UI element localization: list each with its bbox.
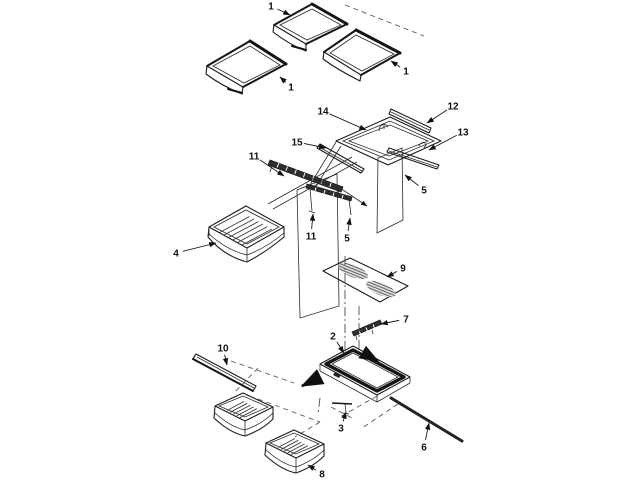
part-label-1-1: 1	[288, 82, 294, 94]
part-label-4-9: 4	[173, 248, 179, 260]
part-label-3-16: 3	[338, 423, 344, 435]
part-label-7-13: 7	[403, 314, 409, 326]
part-label-8-18: 8	[319, 469, 325, 480]
part-label-1-2: 1	[403, 66, 409, 78]
part-label-11-7: 11	[248, 151, 260, 163]
part-label-9-12: 9	[400, 263, 406, 275]
part-label-12-3: 12	[447, 101, 459, 113]
part-label-5-8: 5	[421, 185, 427, 197]
part-label-13-4: 13	[457, 127, 469, 139]
part-label-11-10: 11	[305, 231, 317, 243]
part-label-5-11: 5	[344, 233, 350, 245]
part-label-2-14: 2	[330, 331, 336, 343]
part-label-15-6: 15	[291, 137, 303, 149]
part-label-10-15: 10	[217, 343, 229, 355]
part-label-1-0: 1	[268, 1, 274, 13]
part-label-6-17: 6	[421, 442, 427, 454]
part-label-14-5: 14	[317, 106, 329, 118]
